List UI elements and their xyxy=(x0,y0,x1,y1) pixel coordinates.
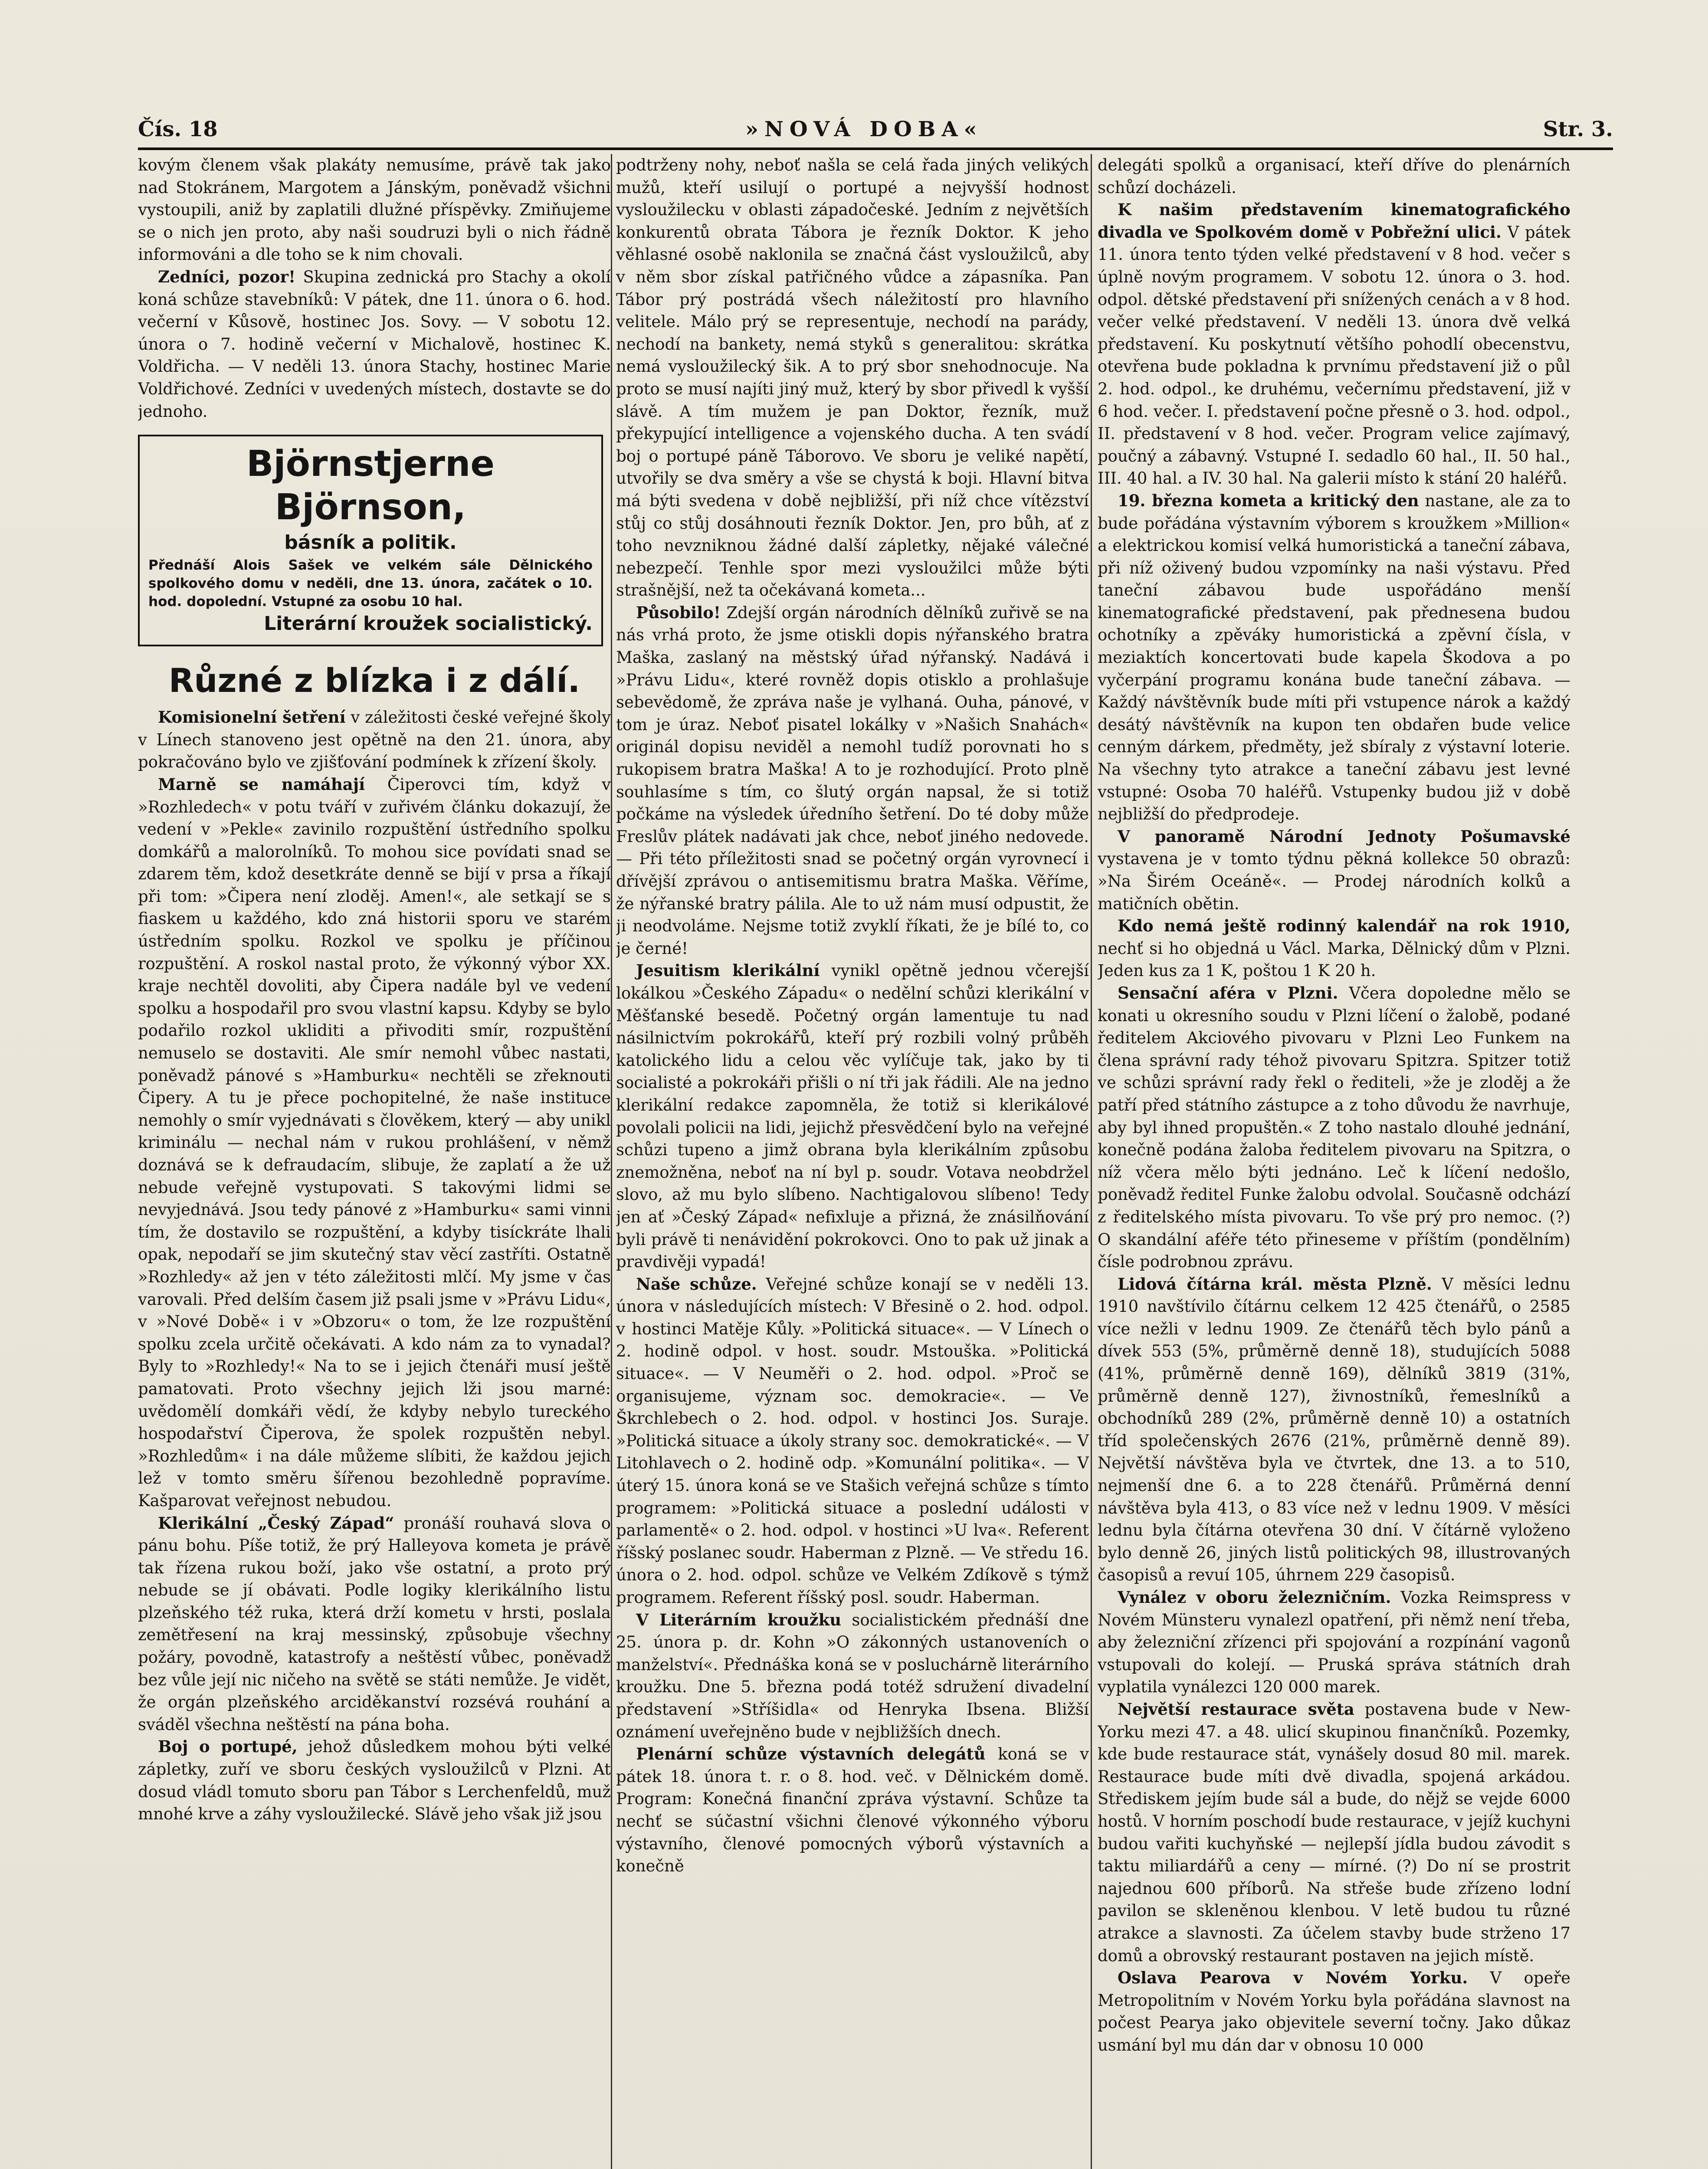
article-paragraph xyxy=(1098,1698,1570,1967)
article-paragraph xyxy=(1098,982,1570,1273)
article-headline: Klerikální „Český Západ“ xyxy=(158,1513,394,1533)
page-header xyxy=(138,113,1613,147)
article-paragraph xyxy=(1098,915,1570,982)
column-2 xyxy=(616,154,1089,2169)
article-text: vystavena je v tomto týdnu pěkná kollekce 50 obrazů: »Na Širém Oceáně«. — Prodej národních kolků a matičních obětin. xyxy=(1098,849,1570,913)
ad-body: Přednáší Alois Sašek ve velkém sále Dělnického spolkového domu v neděli, dne 13. února, začátek o 10. hod. dopolední. Vstupné za osobu 10 hal. xyxy=(148,557,593,610)
column-1 xyxy=(138,154,611,2169)
article-text: jehož důsledkem mohou býti velké zápletky, zuří ve sboru českých vysloužilců v Plzni. At dosud vládl tomuto sboru pan Tábor s Lerchenfeldů, muž mnohé krve a záhy vysloužilecké. Slávě jeho však již jsou xyxy=(138,1737,611,1824)
article-headline: V panoramě Národní Jednoty Pošumavské xyxy=(1118,826,1570,846)
article-headline: Zedníci, pozor! xyxy=(158,267,296,286)
article-headline: Komisionelní šetření xyxy=(158,708,346,727)
article-paragraph xyxy=(1098,199,1570,490)
article-text: vynikl opětně jednou včerejší lokálkou »Českého Západu« o nedělní schůzi klerikální v Měšťanské besedě. Početný orgán lamentuje tu nad násilnictvím pokrokářů, kteří prý rozbili volný průběh katolického lidu a celou věc vylíčuje tak, jako by ti socialisté a pokrokáři přišli o ní tři jak řádili. Ale na jedno klerikální redakce zapomněla, že totiž si klerikálové povolali policii na lidi, jejichž přesvědčení bylo na veřejné schůzi tupeno a jimž obrana byla klerikálním způsobu znemožněna, neboť na ní byl p. soudr. Votava neobdržel slovo, až mu bylo slíbeno. Nachtigalovou slíbeno! Tedy jen ať »Český Západ« nefixluje a přizná, že znásilňování byli právě ti nenávidění pokrokovci. Ono to pak už jinak a pravdivěji vypadá! xyxy=(616,961,1089,1271)
article-text: nastane, ale za to bude pořádána výstavním výborem s kroužkem »Million« a elektrickou komisí velká humoristická a taneční zábava, při níž oživený budou vzpomínky na naši výstavu. Před taneční zábavou bude uspořádáno menší kinematografické představení, pak přednesena budou ochotníky a zpěváky humoristická a zpěvní čísla, v meziaktích koncertovati bude kapela Škodova a po vyčerpání programu konána bude taneční zábava. — Každý návštěvník bude míti při vstupence nárok a každý desátý návštěvník na kupon ten obdařen bude velice cenným dárkem, předměty, jež sbíraly z výstavní loterie. Na všechny tyto atrakce a taneční zábavu jest levné vstupné: Osoba 70 haléřů. Vstupenky budou již v době nejbližší do předprodeje. xyxy=(1098,491,1570,824)
article-text: V pátek 11. února tento týden velké představení v 8 hod. večer s úplně novým programem. V sobotu 12. února o 3. hod. odpol. dětské představení při snížených cenách a v 8 hod. večer velké představení. V neděli 13. února dvě velká představení. Ku poskytnutí většího pohodlí obecenstvu, otevřena bude pokladna k prvnímu představení již o půl 2. hod. odpol., ke druhému, večernímu představení, již v 6 hod. večer. I. představení počne přesně o 3. hod. odpol., II. představení v 8 hod. večer. Program velice zajímavý, poučný a zábavný. Vstupné I. sedadlo 60 hal., II. 50 hal., III. 40 hal. a IV. 30 hal. Na galerii místo k stání 20 haléřů. xyxy=(1098,223,1570,488)
article-paragraph xyxy=(138,706,611,773)
article-text: Skupina zednická pro Stachy a okolí koná schůze stavebníků: V pátek, dne 11. února o 6. hod. večerní v Kůsově, hostinec Jos. Sovy. — V sobotu 12. února o 7. hodině večerní v Michalově, hostinec K. Voldřicha. — V neděli 13. února Stachy, hostinec Marie Voldřichové. Zedníci v uvedených místech, dostavte se do jednoho. xyxy=(138,267,611,421)
article-text: nechť si ho objedná u Václ. Marka, Dělnický dům v Plzni. Jeden kus za 1 K, poštou 1 K 20 h. xyxy=(1098,939,1570,980)
article-headline: V Literárním kroužku xyxy=(636,1610,842,1629)
ad-signature: Literární kroužek socialistický. xyxy=(264,613,593,635)
article-headline: K našim představením kinematografického divadla ve Spolkovém domě v Pobřežní ulici. xyxy=(1098,200,1570,242)
masthead: »NOVÁ DOBA« xyxy=(745,117,983,141)
page-number: Str. 3. xyxy=(1543,117,1613,141)
article-text: V opeře Metropolitním v Novém Yorku byla pořádána slavnost na počest Pearya jako objevitele severní točny. Jako důkaz usmání byl mu dán dar v obnosu 10 000 xyxy=(1098,1969,1570,2054)
article-text: Vozka Reimspress v Novém Münsteru vynalezl opatření, při němž není třeba, aby železniční zřízenci při spojování a rozpínání vagonů vstupovali do kolejí. — Pruská správa státních drah vyplatila vynálezci 120 000 marek. xyxy=(1098,1588,1570,1697)
article-headline: Lidová čítárna král. města Plzně. xyxy=(1118,1274,1432,1294)
header-rule xyxy=(138,147,1613,150)
issue-number: Čís. 18 xyxy=(138,117,218,141)
article-paragraph xyxy=(1098,490,1570,826)
article-paragraph xyxy=(616,1609,1089,1743)
article-headline: Plenární schůze výstavních delegátů xyxy=(636,1744,986,1764)
article-paragraph xyxy=(1098,826,1570,915)
article-headline: Sensační aféra v Plzni. xyxy=(1118,983,1338,1003)
article-headline: Boj o portupé, xyxy=(158,1737,298,1756)
article-paragraph xyxy=(616,1273,1089,1609)
article-paragraph xyxy=(138,1512,611,1736)
article-text: Veřejné schůze konají se v neděli 13. února v následujících místech: V Břesině o 2. hod. odpol. v hostinci Matěje Kůly. »Politická situace«. — V Línech o 2. hodině odpol. v host. soudr. Mstouška. »Politická situace«. — V Neuměři o 2. hod. odpol. »Proč se organisujeme, význam soc. demokracie«. — Ve Škrchlebech o 2. hod. odpol. v hostinci Jos. Suraje. »Politická situace a úkoly strany soc. demokratické«. — V Litohlavech o 2. hodině odp. »Komunální politika«. — V úterý 15. února koná se ve Stašich veřejná schůze s tímto programem: »Politická situace a poslední události v parlamentě« o 2. hod. odpol. v hostinci »U lva«. Referent říšský poslanec soudr. Haberman z Plzně. — Ve středu 16. února o 2. hod. odpol. schůze ve Velkém Zdíkově s týmž programem. Referent říšský posl. soudr. Haberman. xyxy=(616,1275,1089,1607)
section-title: Různé z blízka i z dálí. xyxy=(168,661,580,700)
article-headline: Jesuitism klerikální xyxy=(636,961,820,980)
article-paragraph: podtrženy nohy, neboť našla se celá řada jiných velikých mužů, kteří usilují o portupé a nejvyšší hodnost vysloužilecku v oblasti západočeské. Jedním z největších konkurentů obrata Tábora je řezník Doktor. K jeho věhlasné osobě naklonila se značná část vysloužilců, aby v něm sbor získal patřičného vůdce a zápasníka. Pan Tábor prý postrádá všech náležitostí pro hlavního velitele. Málo prý se representuje, nechodí na parády, nechodí na bankety, nemá styků s generalitou: skrátka nemá vysloužilecký šik. A to prý sbor snehodnocuje. Na proto se musí najíti jiný muž, který by sbor přivedl k vyšší slávě. A tím mužem je pan Doktor, řezník, muž překypující intelligence a vojenského ducha. A ten svádí boj o portupé páně Táborovo. Ve sboru je veliké napětí, utvořily se dva směry a vše se chystá k boji. Hlavní bitva má býti svedena v době nejbližší, při níž chce vítězství stůj co stůj dosáhnouti řezník Doktor. Jen, pro bůh, ať z toho nevzniknou žádné další zápletky, nějaké válečné nebezpečí. Tenhle spor mezi vysloužilci může býti strašnější, než ta očekávaná kometa... xyxy=(616,156,1089,600)
article-text: V měsíci lednu 1910 navštívilo čítárnu celkem 12 425 čtenářů, o 2585 více nežli v lednu 1909. Ze čtenářů těch bylo pánů a dívek 553 (5%, průměrně denně 18), studujících 5088 (41%, průměrně denně 169), dělníků 3819 (31%, průměrně denně 127), živnostníků, řemeslníků a obchodníků 289 (2%, průměrně denně 10) a ostatních tříd společenských 2676 (21%, průměrně denně 89). Největší návštěva byla ve čtvrtek, dne 13. a to 510, nejmenší dne 6. a to 228 čtenářů. Průměrná denní návštěva byla 413, o 83 více než v lednu 1909. V měsíci lednu byla čítárna otevřena 30 dní. V čítárně vyloženo bylo denně 26, jiných listů politických 98, illustrovaných časopisů a revuí 105, úhrnem 229 časopisů. xyxy=(1098,1275,1570,1585)
article-paragraph: delegáti spolků a organisací, kteří dříve do plenárních schůzí docházeli. xyxy=(1098,156,1570,197)
article-paragraph xyxy=(138,773,611,1512)
article-headline: 19. března kometa a kritický den xyxy=(1118,491,1419,510)
article-text: postavena bude v New-Yorku mezi 47. a 48. ulicí skupinou finančníků. Pozemky, kde bude restaurace stát, vynášely dosud 80 mil. marek. Restaurace bude míti dvě divadla, spojená arkádou. Střediskem jejím bude sál a bude, do nějž se vejde 6000 hostů. V horním poschodí bude restaurace, v jejíž kuchyni budou vařiti kuchyňské — nejlepší jídla budou závodit s taktu miliardářů a ceny — mírné. (?) Do ní se prostrit najednou 600 příborů. Na střeše bude zřízeno lodní pavilon se skleněnou klenbou. V letě budou tu různé atrakce a slavnosti. Za účelem stavby bude strženo 17 domů a obrovský restaurant postaven na jejich místě. xyxy=(1098,1700,1570,1965)
article-paragraph xyxy=(616,960,1089,1273)
article-paragraph xyxy=(138,266,611,423)
column-divider xyxy=(1091,154,1092,2169)
column-divider xyxy=(611,154,612,2169)
article-paragraph: kovým členem však plakáty nemusíme, právě tak jako nad Stokránem, Margotem a Jánským, poněvadž všichni vystoupili, aniž by zaplatili dlužné příspěvky. Zmiňujeme se o nich jen proto, aby naši soudruzi byli o nich řádně informováni a dle toho se k nim chovali. xyxy=(138,156,611,264)
column-3 xyxy=(1098,154,1570,2169)
article-text: socialistickém přednáší dne 25. února p. dr. Kohn »O zákonných ustanoveních o manželství«. Přednáška koná se v posluchárně literárního kroužku. Dne 5. března podá totéž sdružení divadelní představení »Stříšidla« od Henryka Ibsena. Bližší oznámení uveřejněno bude v nejbližších dnech. xyxy=(616,1610,1089,1741)
article-headline: Vynález v oboru železničním. xyxy=(1118,1588,1391,1607)
article-paragraph xyxy=(616,602,1089,960)
ad-title: Björnstjerne Björnson, xyxy=(246,443,495,528)
article-headline: Největší restaurace světa xyxy=(1118,1699,1354,1719)
article-paragraph xyxy=(616,1743,1089,1877)
article-paragraph xyxy=(1098,1586,1570,1698)
article-paragraph xyxy=(1098,1273,1570,1586)
ad-subtitle: básník a politik. xyxy=(284,531,457,554)
article-headline: Marně se namáhají xyxy=(158,774,365,794)
article-text: Zdejší orgán národních dělníků zuřivě se na nás vrhá proto, že jsme otiskli dopis nýřanského bratra Maška, zaslaný na městský úřad nýřanský. Nadává i »Právu Lidu«, které rovněž dopis otisklo a prohlašuje sebevědomě, že zpráva naše je vylhaná. Ouha, pánové, v tom je úraz. Neboť pisatel lokálky v »Našich Snahách« originál dopisu neviděl a nemohl tudíž porovnati ho s rukopisem bratra Maška! A to je rozhodující. Proto plně souhlasíme s tím, co šlutý orgán napsal, že si totiž počkáme na výsledek úředního šetření. Do té doby může Freslův plátek nadávati jak chce, neboť jiného nedovede. — Při této příležitosti snad se početný orgán vyrovnecí i dřívější zprávou o antisemitismu bratra Maška. Věříme, že nýřanské bratry pálila. Ale to už nám musí odpustit, že ji neodvoláme. Nejsme totiž zvyklí říkati, že je bílé to, co je černé! xyxy=(616,603,1089,958)
article-paragraph xyxy=(1098,1967,1570,2056)
article-text: v záležitosti české veřejné školy v Línech stanoveno jest opětně na den 21. února, aby pokračováno bylo ve zjišťování podmínek k zřízení školy. xyxy=(138,708,611,772)
article-text: Včera dopoledne mělo se konati u okresního soudu v Plzni líčení o žalobě, podané ředitelem Akciového pivovaru v Plzni Leo Funkem na člena správní rady téhož pivovaru Spitzra. Spitzer totiž ve schůzi správní rady řekl o řediteli, »že je zloděj a že patří před státního zástupce a z toho důvodu že navrhuje, aby byl ihned propuštěn.« Z toho nastalo dlouhé jednání, konečně podána žaloba ředitelem pivovaru na Spitzra, o níž včera mělo býti jednáno. Leč k líčení nedošlo, poněvadž ředitel Funke žalobu odvolal. Současně odchází z ředitelského místa pivovaru. To vše prý pro nemoc. (?) O skandální aféře této přineseme v příštím (pondělním) čísle podrobnou zprávu. xyxy=(1098,983,1570,1271)
lecture-advertisement xyxy=(138,435,603,646)
article-text: pronáší rouhavá slova o pánu bohu. Píše totiž, že prý Halleyova kometa je právě tak řízena rukou boží, jako vše ostatní, a proto prý nebude se jí obávati. Podle logiky klerikálního listu plzeňského též ruka, která drží kometu v hrsti, poslala zemětřesení na kraj messinský, způsobuje všechny požáry, povodně, katastrofy a neštěstí vůbec, poněvadž bez vůle její nic ničeho na světě se státi nemůže. Je vidět, že orgán plzeňského arciděkanství rozsévá rouhání a sváděl všechna neštěstí na pána boha. xyxy=(138,1514,611,1734)
article-paragraph xyxy=(138,1736,611,1825)
article-headline: Naše schůze. xyxy=(636,1274,757,1294)
article-text: Čiperovci tím, když v »Rozhledech« v potu tváří v zuřivém článku dokazují, že vedení v »Pekle« zavinilo rozpuštění ústředního spolku domkářů a malorolníků. To mohou sice povídati snad se zdarem těm, kdož desetkráte denně se bijí v prsa a říkají při tom: »Čipera není zloděj. Amen!«, ale setkají se s fiaskem u každého, kdo zná historii sporu ve starém ústředním spolku. Rozkol ve spolku je příčinou rozpuštění. A roskol nastal proto, že výkonný výbor XX. kraje nechtěl dovoliti, aby Čipera nadále byl ve vedení spolku a hospodařil pro svou vlastní kapsu. Kdyby se bylo podařilo rozkol ukliditi a přivoditi smír, rozpuštění nemuselo se dostaviti. Ale smír nemohl vůbec nastati, poněvadž pánové s »Hamburku« nechtěli se zřeknouti Čipery. A tu je přece pochopitelné, že naše instituce nemohly o smír vyjednávati s člověkem, který — aby unikl kriminálu — nechal nám v rukou prohlášení, v němž doznává se k defraudacím, slibuje, že zaplatí a že už nebude veřejně vystupovati. S takovými lidmi se nevyjednává. Jsou tedy pánové z »Hamburku« sami vinni tím, že dostavilo se rozpuštění, a kdyby tisíckráte lhali opak, nepodaří se jim skutečný stav věcí zastříti. Ostatně »Rozhledy« až jen v této záležitosti mlčí. My jsme v čas varovali. Před delším časem již psali jsme v »Právu Lidu«, v »Nové Době« i v »Obzoru« o tom, že lze rozpuštění spolku zcela určitě očekávati. A kdo nám za to vynadal? Byly to »Rozhledy!« Na to se i jejich čtenáři musí ještě pamatovati. Proto všechny jejich lži jsou marné: uvědomělí domkáři vědí, že kdyby nebylo tureckého hospodařství Čiperova, že spolek rozpuštěn nebyl. »Rozhledům« i na dále můžeme slíbiti, že každou jejich lež v tomto směru šířenou bezohledně popravíme. Kašparovat veřejnost nebudou. xyxy=(138,775,611,1510)
article-text: koná se v pátek 18. února t. r. o 8. hod. več. v Dělnickém domě. Program: Konečná finanční zpráva výstavní. Schůze ta nechť se súčastní všichni členové výkonného výboru výstavního, členové pomocných výborů výstavních a konečně xyxy=(616,1745,1089,1876)
article-headline: Působilo! xyxy=(636,603,721,622)
article-headline: Kdo nemá ještě rodinný kalendář na rok 1910, xyxy=(1118,916,1570,936)
article-headline: Oslava Pearova v Novém Yorku. xyxy=(1118,1968,1468,1988)
